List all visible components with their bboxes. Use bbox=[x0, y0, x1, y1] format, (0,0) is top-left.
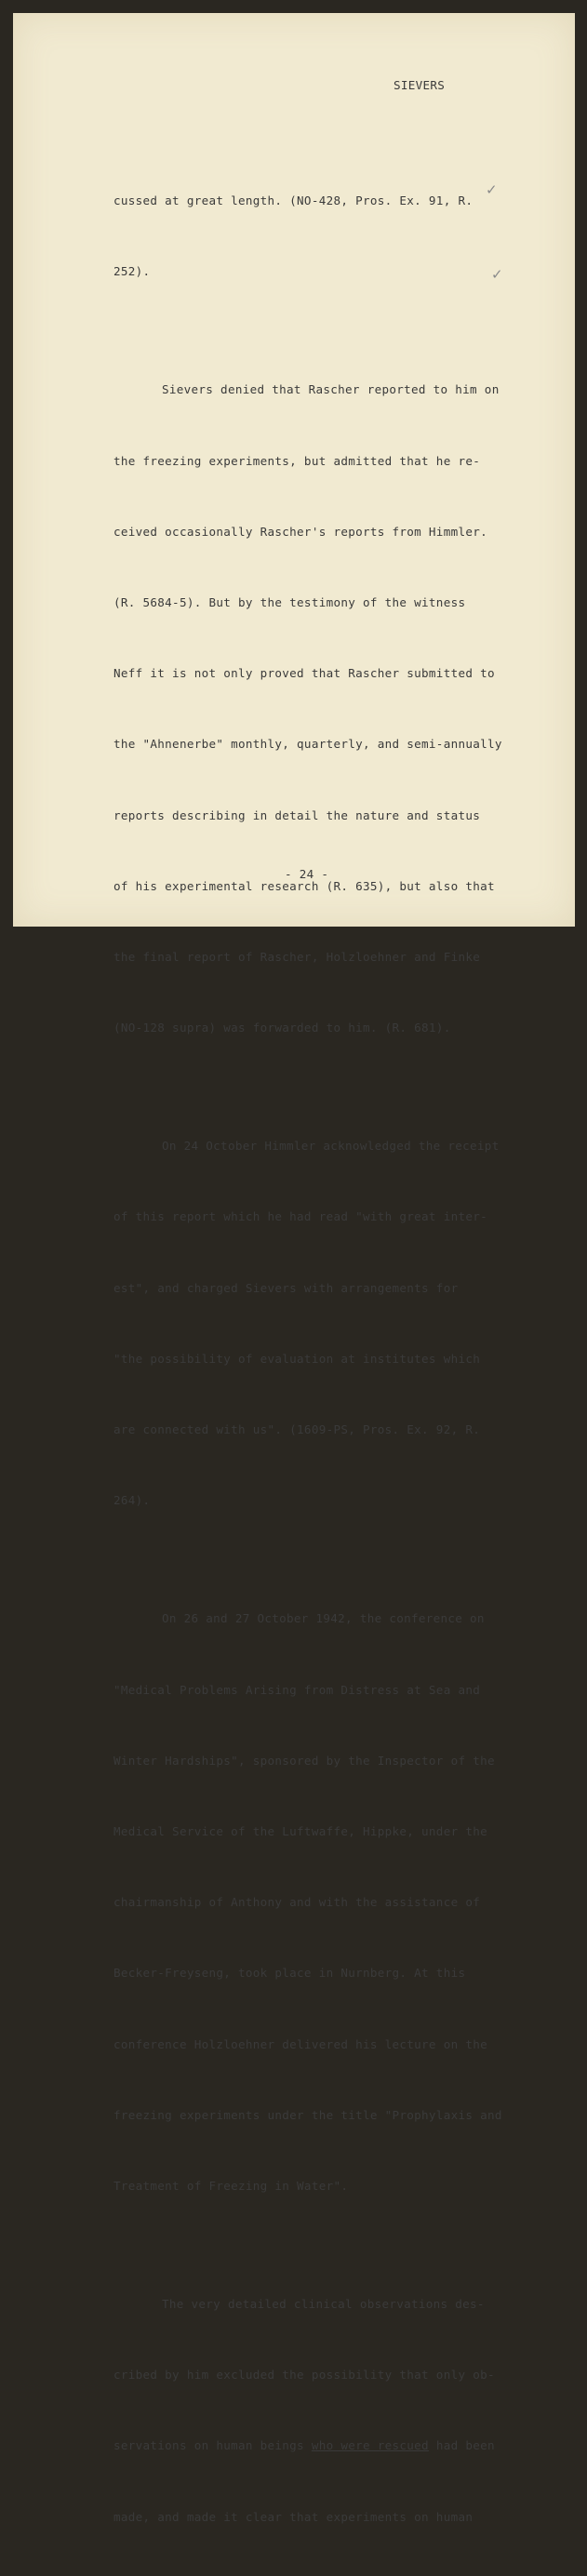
text-line: reports describing in detail the nature and status bbox=[113, 808, 481, 822]
page-number: - 24 - bbox=[285, 867, 329, 881]
text-line: Winter Hardships", sponsored by the Inspector of the bbox=[113, 1753, 495, 1768]
text-line: Neff it is not only proved that Rascher submitted to bbox=[113, 666, 495, 681]
text-line: freezing experiments under the title "Prophylaxis and bbox=[113, 2107, 502, 2122]
text-line: On 24 October Himmler acknowledged the receipt bbox=[162, 1139, 500, 1154]
text-line: are connected with us". (1609-PS, Pros. Ex. 92, R. bbox=[113, 1422, 481, 1437]
text-line: Sievers denied that Rascher reported to him on bbox=[162, 382, 500, 397]
text-line: Treatment of Freezing in Water". bbox=[113, 2178, 349, 2193]
text-line: Medical Service of the Luftwaffe, Hippke, under the bbox=[113, 1823, 487, 1838]
text-line: of his experimental research (R. 635), but also that bbox=[113, 878, 495, 893]
underlined-phrase: who were rescued bbox=[311, 2438, 429, 2453]
text-line: est", and charged Sievers with arrangements for bbox=[113, 1280, 459, 1295]
text-line: made, and made it clear that experiments on human bbox=[113, 2509, 474, 2524]
checkmark-icon: ✓ bbox=[491, 266, 503, 283]
text-line: cussed at great length. (NO-428, Pros. Ex. 91, R. bbox=[113, 194, 474, 208]
page-header: SIEVERS bbox=[394, 78, 446, 92]
text-line: the final report of Rascher, Holzloehner and Finke bbox=[113, 950, 481, 965]
text-line: cribed by him excluded the possibility that only ob- bbox=[113, 2368, 495, 2382]
text-line: Becker-Freyseng, took place in Nurnberg. At this bbox=[113, 1966, 466, 1981]
text-line: "the possibility of evaluation at institutes which bbox=[113, 1351, 481, 1366]
text-line: The very detailed clinical observations des- bbox=[162, 2296, 485, 2311]
text-segment: servations on human beings bbox=[113, 2438, 312, 2453]
text-line: chairmanship of Anthony and with the assistance of bbox=[113, 1895, 481, 1910]
text-line: ceived occasionally Rascher's reports from Himmler. bbox=[113, 524, 487, 539]
text-line: conference Holzloehner delivered his lecture on the bbox=[113, 2036, 487, 2051]
text-line: the freezing experiments, but admitted that he re- bbox=[113, 453, 481, 468]
body-text bbox=[113, 118, 502, 2576]
document-page bbox=[13, 13, 575, 2524]
text-line: (R. 5684-5). But by the testimony of the witness bbox=[113, 595, 466, 610]
checkmark-icon: ✓ bbox=[486, 181, 498, 198]
text-line-with-underline bbox=[113, 2434, 502, 2457]
text-line: "Medical Problems Arising from Distress at Sea and bbox=[113, 1682, 481, 1697]
text-line: On 26 and 27 October 1942, the conference on bbox=[162, 1611, 485, 1626]
text-segment: had been bbox=[428, 2438, 495, 2453]
text-line: (NO-128 supra) was forwarded to him. (R. 681). bbox=[113, 1021, 451, 1035]
text-line: the "Ahnenerbe" monthly, quarterly, and semi-annually bbox=[113, 737, 502, 752]
text-line: 264). bbox=[113, 1493, 151, 1508]
text-line: of this report which he had read "with great inter- bbox=[113, 1209, 487, 1224]
text-line: 252). bbox=[113, 264, 151, 279]
